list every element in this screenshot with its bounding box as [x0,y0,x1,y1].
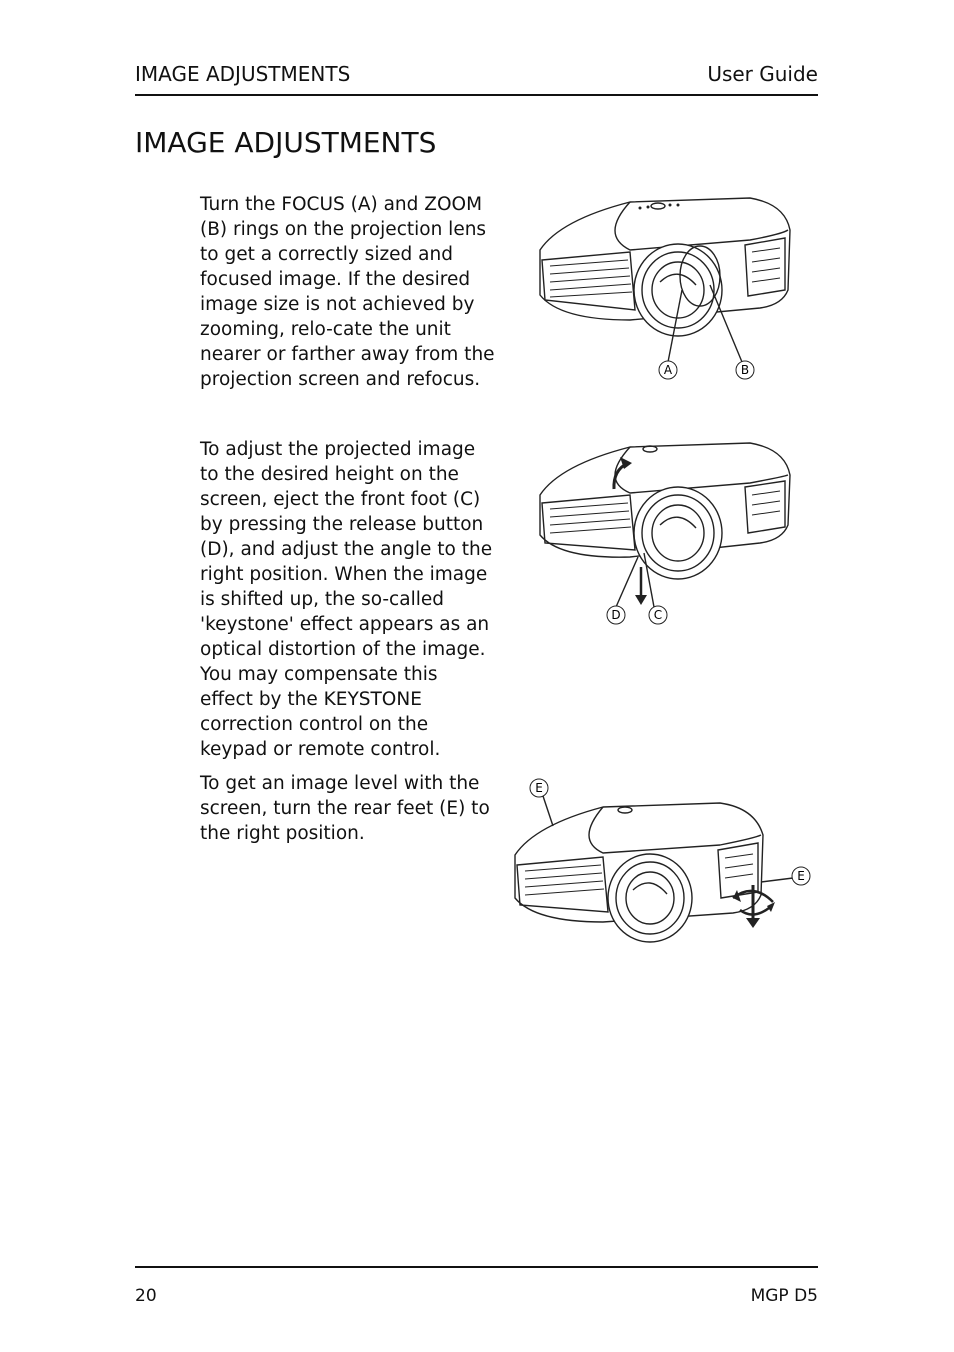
page-number: 20 [135,1286,157,1306]
callout-B: B [740,363,750,377]
projector-rear-feet-illustration [505,770,815,955]
header-guide: User Guide [707,62,818,86]
footer-model: MGP D5 [750,1286,818,1306]
callout-A: A [663,363,673,377]
callout-E-right: E [797,869,805,883]
projector-focus-zoom-illustration [520,190,810,390]
projector-front-foot-illustration [520,435,810,635]
paragraph-rear-feet: To get an image level with the screen, turn the rear feet (E) to the right position. [200,773,490,844]
page-header [135,60,818,96]
paragraph-focus-zoom: Turn the FOCUS (A) and ZOOM (B) rings on the projection lens to get a correctly sized and focused image. If the desired image size is not achieved by zooming, relo-cate the unit nearer or farther away from the projection screen and refocus. [200,194,495,390]
callout-D: D [611,608,621,622]
callout-C: C [653,608,663,622]
header-section: IMAGE ADJUSTMENTS [135,62,351,86]
page-title: IMAGE ADJUSTMENTS [135,126,437,159]
callout-E-left: E [535,781,543,795]
page-footer [135,1266,818,1306]
paragraph-front-foot: To adjust the projected image to the desired height on the screen, eject the front foot (C) by pressing the release button (D), and adjust the angle to the right position. When the image is shifted up, the so-called 'keystone' effect appears as an optical distortion of the image. You may compensate this effect by the KEYSTONE correction control on the keypad or remote control. [200,439,493,760]
